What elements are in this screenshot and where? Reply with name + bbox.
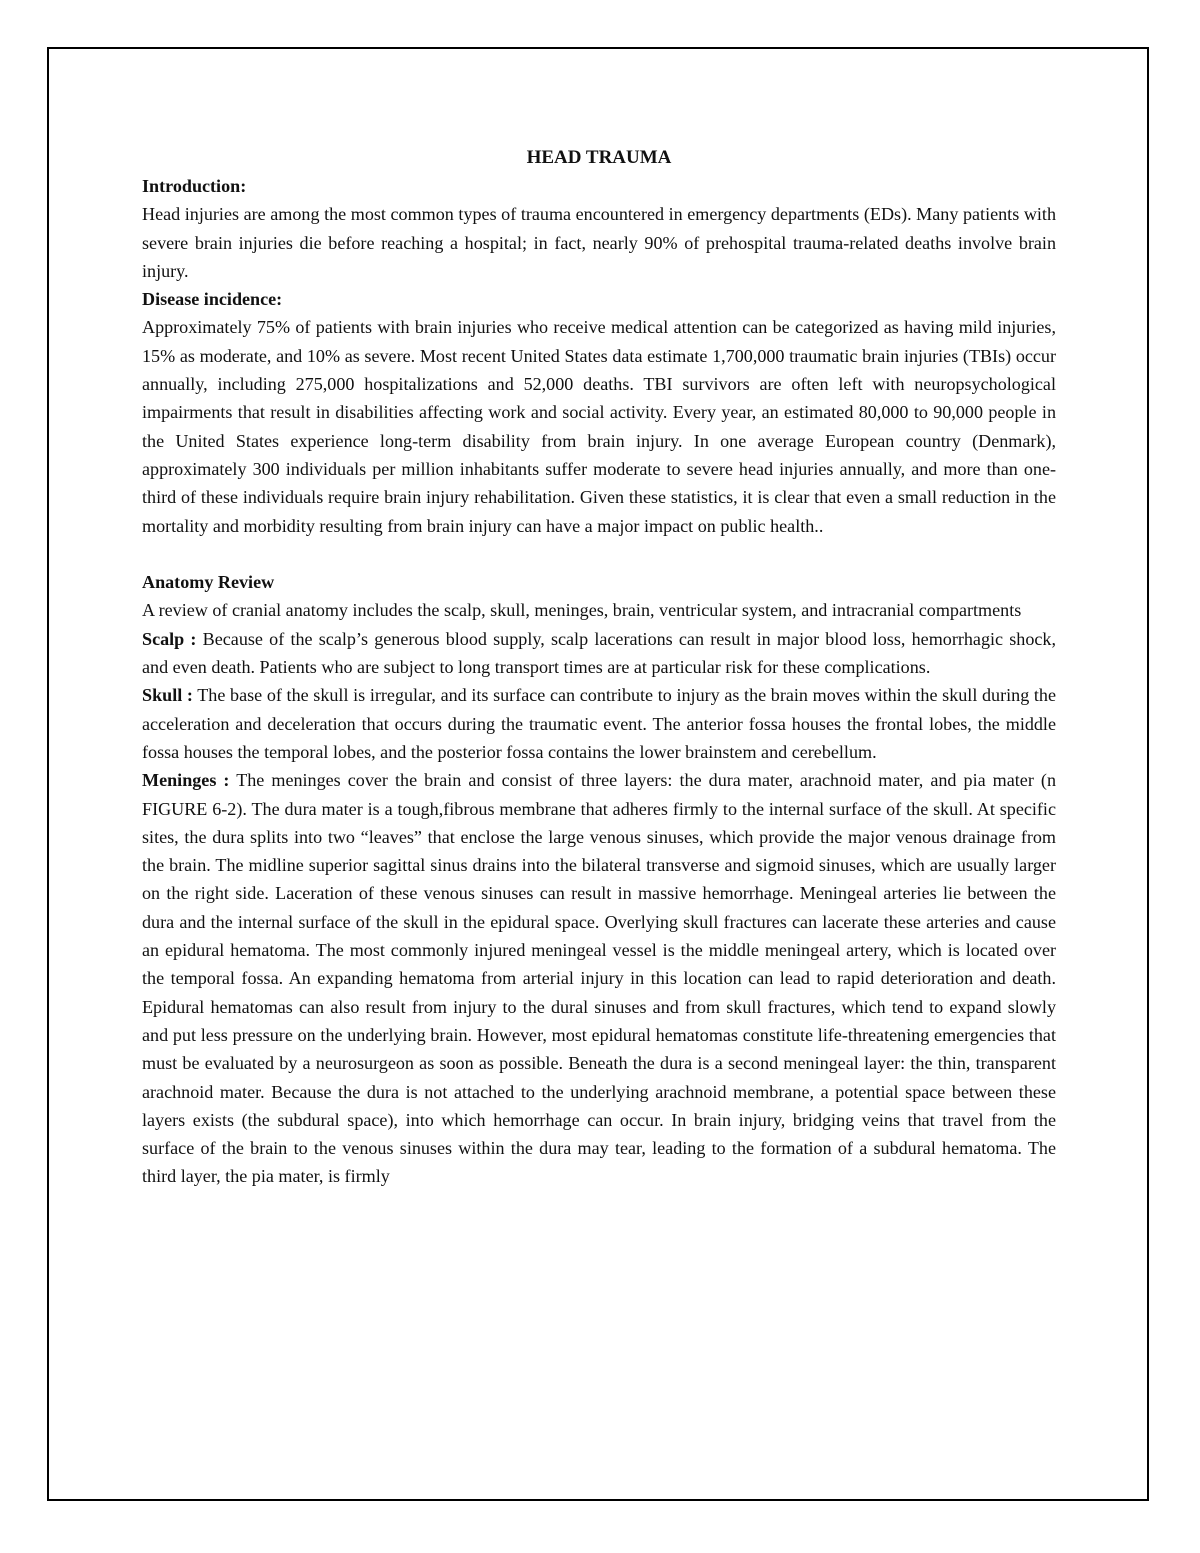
scalp-term: Scalp : (142, 628, 197, 649)
meninges-term: Meninges : (142, 770, 230, 791)
incidence-paragraph: Approximately 75% of patients with brain injuries who receive medical attention can be categorized as having mild injuries, 15% as moderate, and 10% as severe. Most recent United States data estimate 1,700,000 traumatic brain injuries (TBIs) occur annually, including 275,000 hospitalizations and 52,000 deaths. TBI survivors are often left with neuropsychological impairments that result in disabilities affecting work and social activity. Every year, an estimated 80,000 to 90,000 people in the United States experience long-term disability from brain injury. In one average European country (Denmark), approximately 300 individuals per million inhabitants suffer moderate to severe head injuries annually, and more than one-third of these individuals require brain injury rehabilitation. Given these statistics, it is clear that even a small reduction in the mortality and morbidity resulting from brain injury can have a major impact on public health.. (142, 317, 1056, 536)
incidence-heading: Disease incidence: (142, 289, 283, 310)
skull-paragraph (142, 681, 1056, 766)
scalp-paragraph (142, 625, 1056, 682)
scalp-text: Because of the scalp’s generous blood supply, scalp lacerations can result in major blood loss, hemorrhagic shock, and even death. Patients who are subject to long transport times are at particular risk for these complications. (142, 628, 1056, 678)
meninges-paragraph (142, 766, 1056, 1190)
skull-text: The base of the skull is irregular, and its surface can contribute to injury as the brain moves within the skull during the acceleration and deceleration that occurs during the traumatic event. The anterior fossa houses the frontal lobes, the middle fossa houses the temporal lobes, and the posterior fossa contains the lower brainstem and cerebellum. (142, 685, 1056, 762)
document-title: HEAD TRAUMA (526, 147, 672, 168)
anatomy-heading: Anatomy Review (142, 572, 275, 593)
introduction-paragraph: Head injuries are among the most common types of trauma encountered in emergency departments (EDs). Many patients with severe brain injuries die before reaching a hospital; in fact, nearly 90% of prehospital trauma-related deaths involve brain injury. (142, 204, 1056, 281)
skull-term: Skull : (142, 685, 193, 706)
spacer (142, 540, 1056, 568)
document-body (142, 144, 1056, 1191)
anatomy-paragraph: A review of cranial anatomy includes the scalp, skull, meninges, brain, ventricular system, and intracranial compartments (142, 600, 1022, 621)
introduction-heading: Introduction: (142, 176, 247, 196)
meninges-text: The meninges cover the brain and consist of three layers: the dura mater, arachnoid mater, and pia mater (n FIGURE 6-2). The dura mater is a tough,fibrous membrane that adheres firmly to the internal surface of the skull. At specific sites, the dura splits into two “leaves” that enclose the large venous sinuses, which provide the major venous drainage from the brain. The midline superior sagittal sinus drains into the bilateral transverse and sigmoid sinuses, which are usually larger on the right side. Laceration of these venous sinuses can result in massive hemorrhage. Meningeal arteries lie between the dura and the internal surface of the skull in the epidural space. Overlying skull fractures can lacerate these arteries and cause an epidural hematoma. The most commonly injured meningeal vessel is the middle meningeal artery, which is located over the temporal fossa. An expanding hematoma from arterial injury in this location can lead to rapid deterioration and death. Epidural hematomas can also result from injury to the dural sinuses and from skull fractures, which tend to expand slowly and put less pressure on the underlying brain. However, most epidural hematomas constitute life-threatening emergencies that must be evaluated by a neurosurgeon as soon as possible. Beneath the dura is a second meningeal layer: the thin, transparent arachnoid mater. Because the dura is not attached to the underlying arachnoid membrane, a potential space between these layers exists (the subdural space), into which hemorrhage can occur. In brain injury, bridging veins that travel from the surface of the brain to the venous sinuses within the dura may tear, leading to the formation of a subdural hematoma. The third layer, the pia mater, is firmly (142, 770, 1056, 1187)
